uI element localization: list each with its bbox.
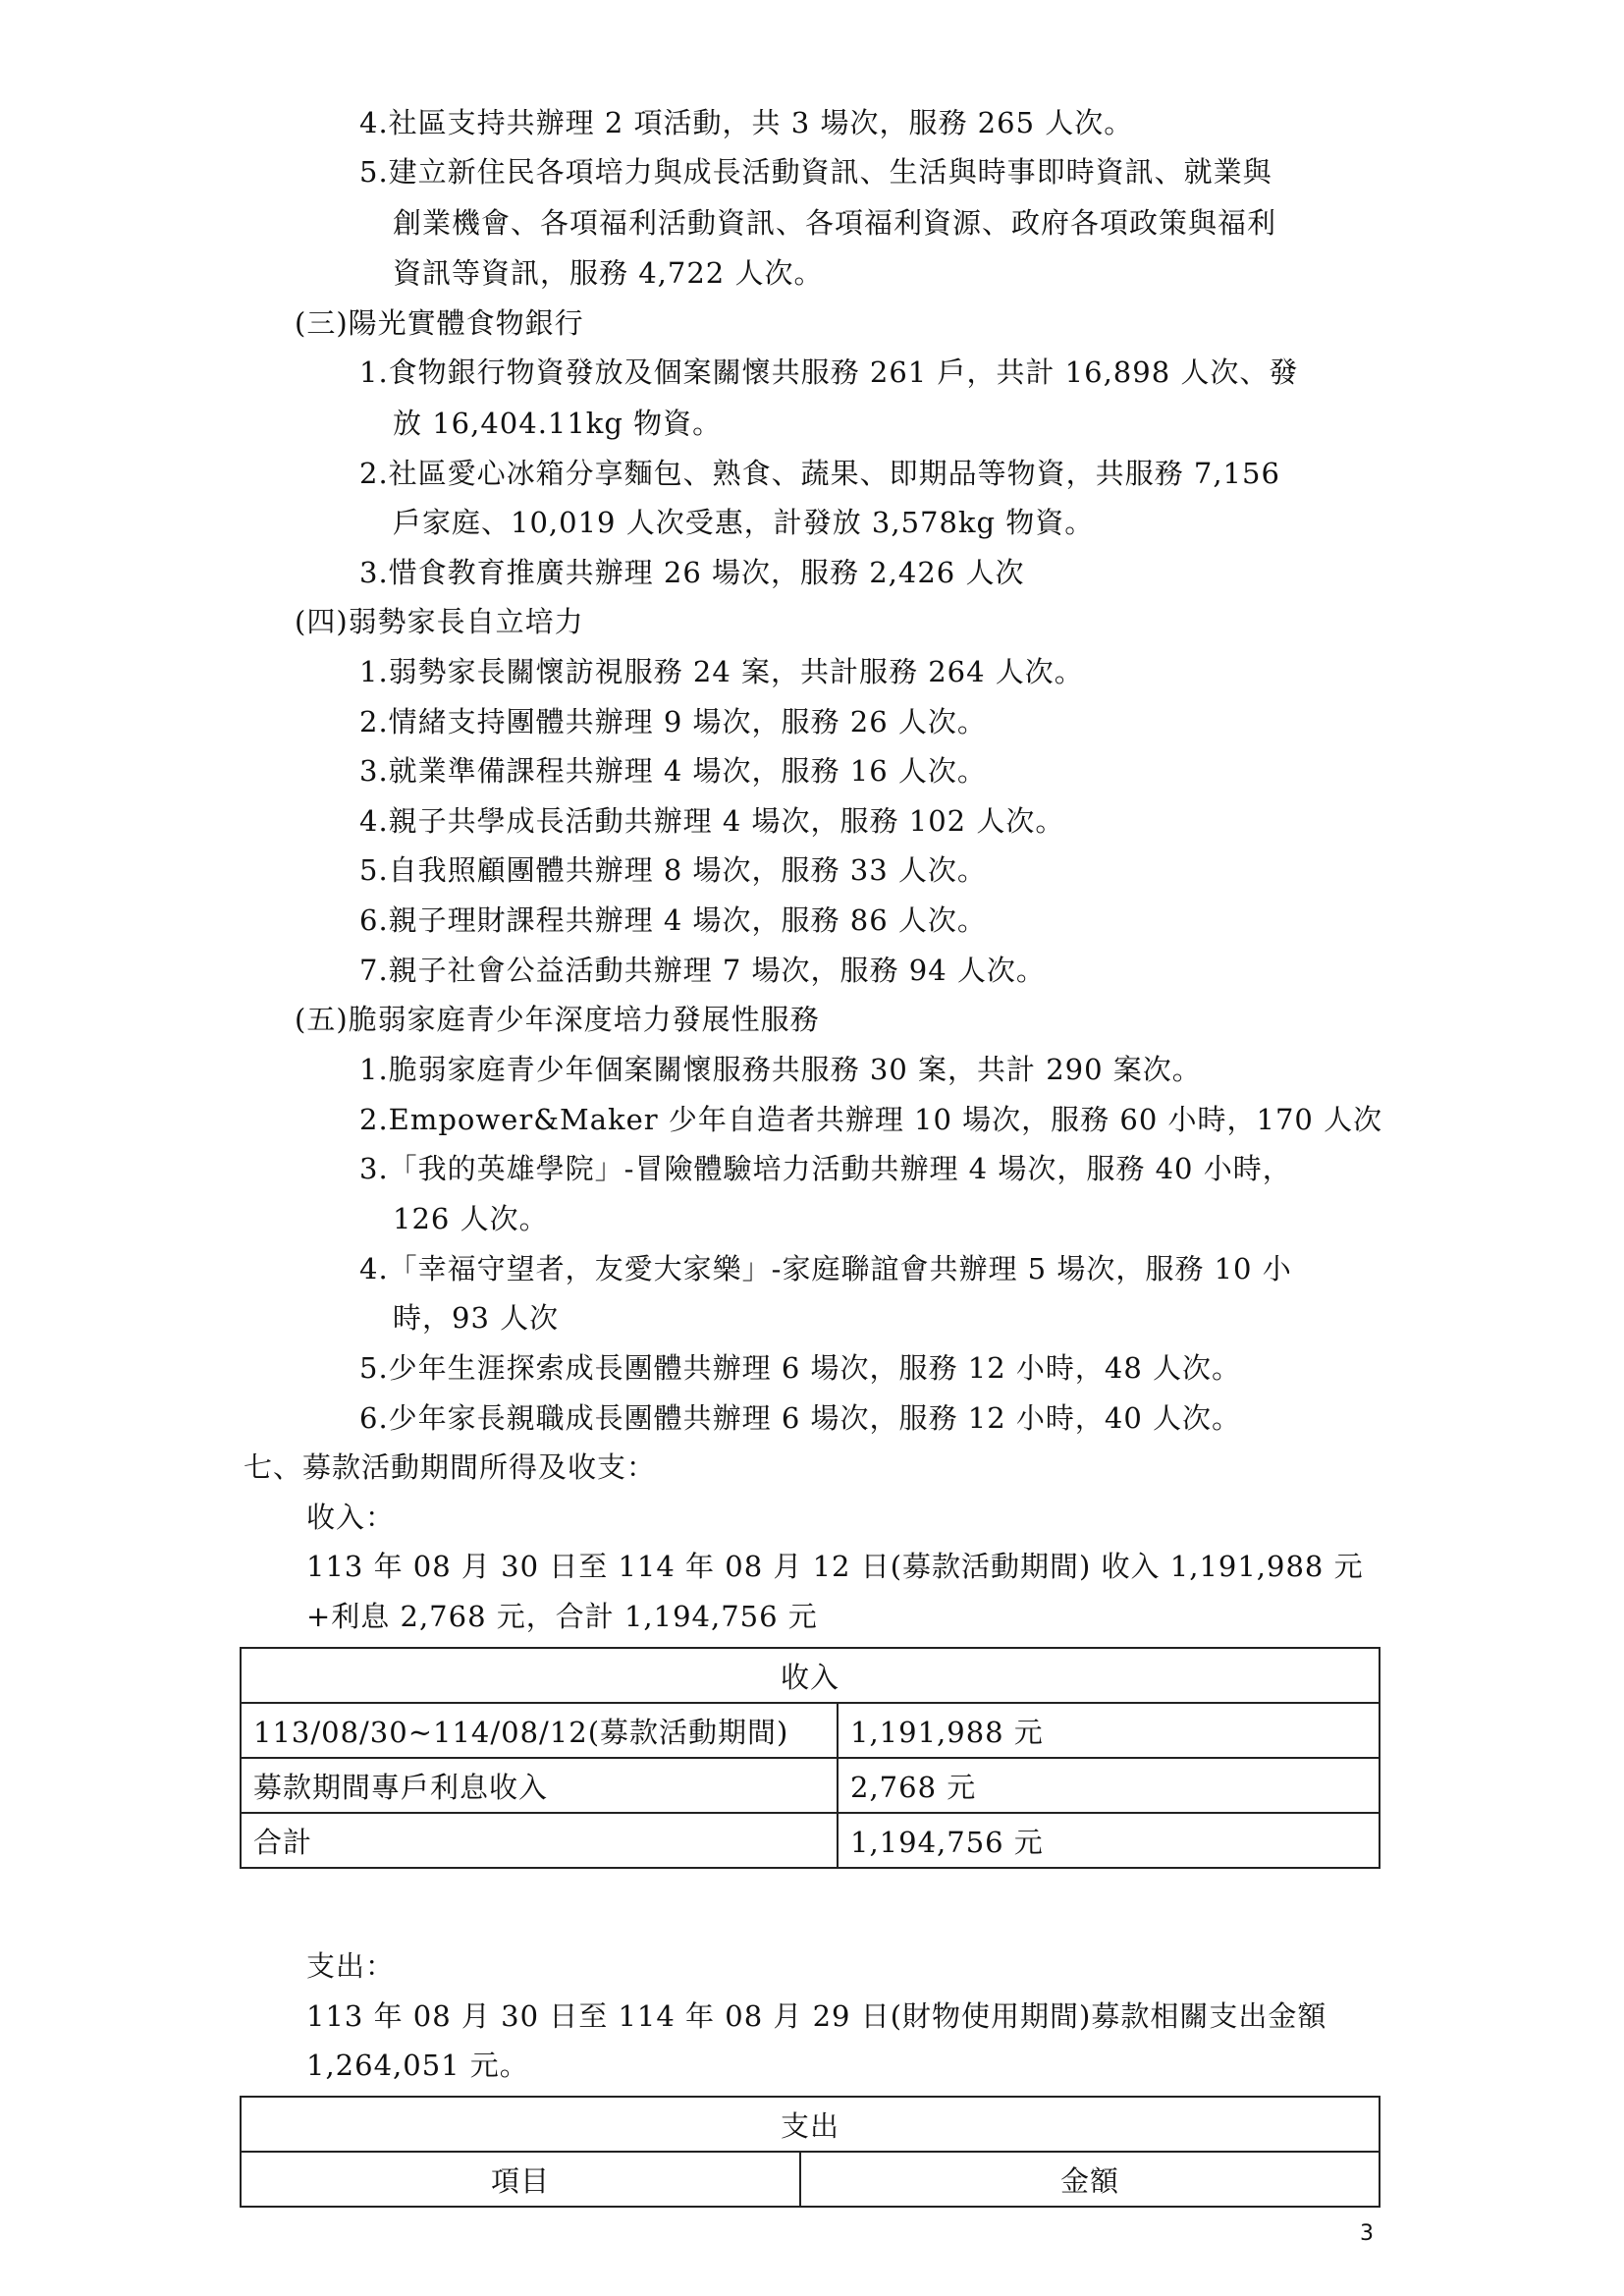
table-cell-label: 募款期間專戶利息收入	[241, 1758, 838, 1813]
list-item-continuation: 126 人次。	[393, 1202, 549, 1235]
income-label: 收入：	[306, 1501, 396, 1534]
list-item: 4.親子共學成長活動共辦理 4 場次，服務 102 人次。	[359, 804, 1065, 838]
list-item: 1.食物銀行物資發放及個案關懷共服務 261 戶，共計 16,898 人次、發	[359, 355, 1299, 389]
table-cell-label: 113/08/30~114/08/12(募款活動期間)	[241, 1703, 838, 1758]
table-row	[241, 1758, 1380, 1813]
list-item: 3.惜食教育推廣共辦理 26 場次，服務 2,426 人次	[359, 556, 1025, 589]
list-item: 7.親子社會公益活動共辦理 7 場次，服務 94 人次。	[359, 954, 1046, 987]
subsection-heading: (五)脆弱家庭青少年深度培力發展性服務	[295, 1003, 820, 1036]
list-item-continuation: 戶家庭、10,019 人次受惠，計發放 3,578kg 物資。	[393, 506, 1095, 539]
table-row	[241, 1703, 1380, 1758]
table-row	[241, 2152, 1380, 2207]
list-item: 1.弱勢家長關懷訪視服務 24 案，共計服務 264 人次。	[359, 655, 1084, 688]
expense-text: 113 年 08 月 30 日至 114 年 08 月 29 日(財物使用期間)募款相關支出金額	[306, 1999, 1327, 2033]
list-item: 5.少年生涯探索成長團體共辦理 6 場次，服務 12 小時，48 人次。	[359, 1351, 1242, 1385]
list-item-continuation: 放 16,404.11kg 物資。	[393, 407, 723, 440]
expense-table	[240, 2096, 1380, 2208]
table-cell-amount: 1,194,756 元	[838, 1813, 1380, 1868]
table-row	[241, 1648, 1380, 1703]
list-item: 2.情緒支持團體共辦理 9 場次，服務 26 人次。	[359, 705, 987, 738]
subsection-heading: (三)陽光實體食物銀行	[295, 306, 584, 340]
column-header-amount: 金額	[800, 2152, 1380, 2207]
table-cell-amount: 1,191,988 元	[838, 1703, 1380, 1758]
list-item-continuation: 時，93 人次	[393, 1301, 560, 1335]
expense-table-title: 支出	[241, 2097, 1380, 2152]
table-row	[241, 1813, 1380, 1868]
subsection-heading: (四)弱勢家長自立培力	[295, 605, 584, 638]
list-item: 4.「幸福守望者，友愛大家樂」-家庭聯誼會共辦理 5 場次，服務 10 小	[359, 1252, 1292, 1285]
list-item-continuation: 創業機會、各項福利活動資訊、各項福利資源、政府各項政策與福利	[393, 206, 1277, 240]
list-item: 6.少年家長親職成長團體共辦理 6 場次，服務 12 小時，40 人次。	[359, 1401, 1242, 1435]
section-heading: 七、募款活動期間所得及收支：	[244, 1450, 657, 1484]
list-item: 1.脆弱家庭青少年個案關懷服務共服務 30 案，共計 290 案次。	[359, 1053, 1202, 1086]
list-item: 6.親子理財課程共辦理 4 場次，服務 86 人次。	[359, 903, 987, 937]
table-row	[241, 2097, 1380, 2152]
expense-text: 1,264,051 元。	[306, 2049, 529, 2082]
income-table	[240, 1647, 1380, 1869]
list-item-continuation: 資訊等資訊，服務 4,722 人次。	[393, 256, 824, 290]
income-text: 113 年 08 月 30 日至 114 年 08 月 12 日(募款活動期間) 收入 1,191,988 元	[306, 1550, 1364, 1583]
page-number: 3	[1360, 2221, 1374, 2246]
table-cell-label: 合計	[241, 1813, 838, 1868]
list-item: 3.「我的英雄學院」-冒險體驗培力活動共辦理 4 場次，服務 40 小時，	[359, 1152, 1292, 1185]
list-item: 3.就業準備課程共辦理 4 場次，服務 16 人次。	[359, 754, 987, 788]
table-cell-amount: 2,768 元	[838, 1758, 1380, 1813]
column-header-item: 項目	[241, 2152, 800, 2207]
income-text: +利息 2,768 元，合計 1,194,756 元	[306, 1600, 818, 1633]
list-item: 4.社區支持共辦理 2 項活動，共 3 場次，服務 265 人次。	[359, 106, 1134, 139]
list-item: 5.自我照顧團體共辦理 8 場次，服務 33 人次。	[359, 853, 987, 887]
income-table-title: 收入	[241, 1648, 1380, 1703]
list-item: 2.Empower&Maker 少年自造者共辦理 10 場次，服務 60 小時，170 人次	[359, 1103, 1383, 1136]
list-item: 2.社區愛心冰箱分享麵包、熟食、蔬果、即期品等物資，共服務 7,156	[359, 457, 1280, 490]
expense-label: 支出：	[306, 1949, 396, 1983]
list-item: 5.建立新住民各項培力與成長活動資訊、生活與時事即時資訊、就業與	[359, 155, 1272, 189]
